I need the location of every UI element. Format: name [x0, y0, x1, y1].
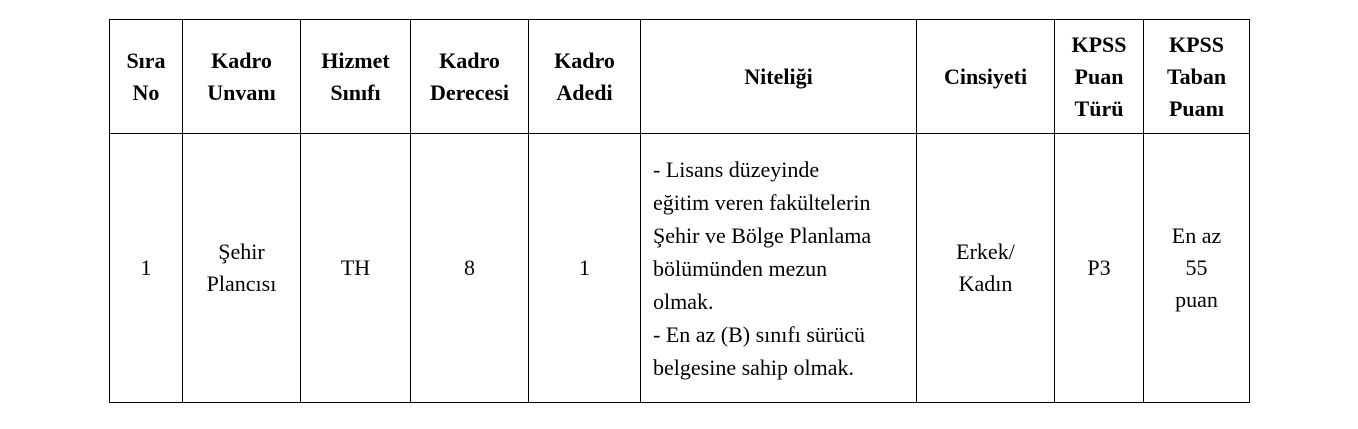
cell-text: TH — [340, 255, 371, 280]
header-text: Hizmet — [321, 47, 390, 73]
header-row — [110, 20, 1250, 134]
header-text: Niteliği — [744, 63, 813, 89]
cell-text: Erkek/ — [956, 239, 1015, 264]
cell-text: puan — [1175, 287, 1218, 312]
header-text: Kadro — [211, 47, 272, 73]
cell-text: Şehir ve Bölge Planlama — [653, 222, 872, 248]
header-text: Puanı — [1168, 95, 1225, 121]
header-cinsiyeti — [917, 20, 1055, 134]
cell-kpss-taban-puani — [1144, 134, 1250, 403]
header-text: KPSS — [1168, 31, 1225, 57]
header-text: Sınıfı — [330, 79, 381, 105]
header-niteligi — [641, 20, 917, 134]
header-text: Taban — [1166, 63, 1227, 89]
header-text: Adedi — [556, 79, 613, 105]
header-text: Puan — [1074, 63, 1124, 89]
cell-text: olmak. — [653, 288, 714, 314]
header-text: Derecesi — [430, 79, 509, 105]
header-hizmet-sinifi — [301, 20, 411, 134]
cell-text: Plancısı — [206, 271, 277, 296]
cell-text: 55 — [1185, 255, 1208, 280]
kadro-table — [109, 19, 1250, 403]
header-text: Sıra — [126, 47, 166, 73]
cell-kpss-puan-turu — [1055, 134, 1144, 403]
cell-text: Kadın — [958, 271, 1013, 296]
cell-kadro-unvani — [183, 134, 301, 403]
header-text: Unvanı — [207, 79, 276, 105]
cell-text: - Lisans düzeyinde — [653, 156, 820, 182]
cell-text: belgesine sahip olmak. — [653, 354, 855, 380]
cell-text: 1 — [140, 255, 152, 280]
header-kpss-puan-turu — [1055, 20, 1144, 134]
header-kadro-adedi — [529, 20, 641, 134]
cell-text: En az — [1171, 223, 1222, 248]
header-text: Kadro — [439, 47, 500, 73]
cell-cinsiyeti — [917, 134, 1055, 403]
header-kadro-derecesi — [411, 20, 529, 134]
header-kpss-taban-puani — [1144, 20, 1250, 134]
header-text: Kadro — [554, 47, 615, 73]
cell-kadro-adedi — [529, 134, 641, 403]
cell-sira-no — [110, 134, 183, 403]
table-row — [110, 134, 1250, 403]
cell-text: 1 — [579, 255, 590, 280]
header-text: No — [132, 79, 160, 105]
cell-text: P3 — [1087, 255, 1111, 280]
cell-text: 8 — [464, 255, 475, 280]
header-text: KPSS — [1071, 31, 1127, 57]
cell-text: Şehir — [218, 239, 265, 264]
header-sira-no — [110, 20, 183, 134]
cell-niteligi — [641, 134, 917, 403]
header-kadro-unvani — [183, 20, 301, 134]
cell-text: eğitim veren fakültelerin — [653, 189, 871, 215]
cell-hizmet-sinifi — [301, 134, 411, 403]
cell-text: - En az (B) sınıfı sürücü — [653, 321, 865, 347]
cell-kadro-derecesi — [411, 134, 529, 403]
cell-text: bölümünden mezun — [653, 255, 828, 281]
header-text: Cinsiyeti — [943, 63, 1028, 89]
header-text: Türü — [1074, 95, 1124, 121]
